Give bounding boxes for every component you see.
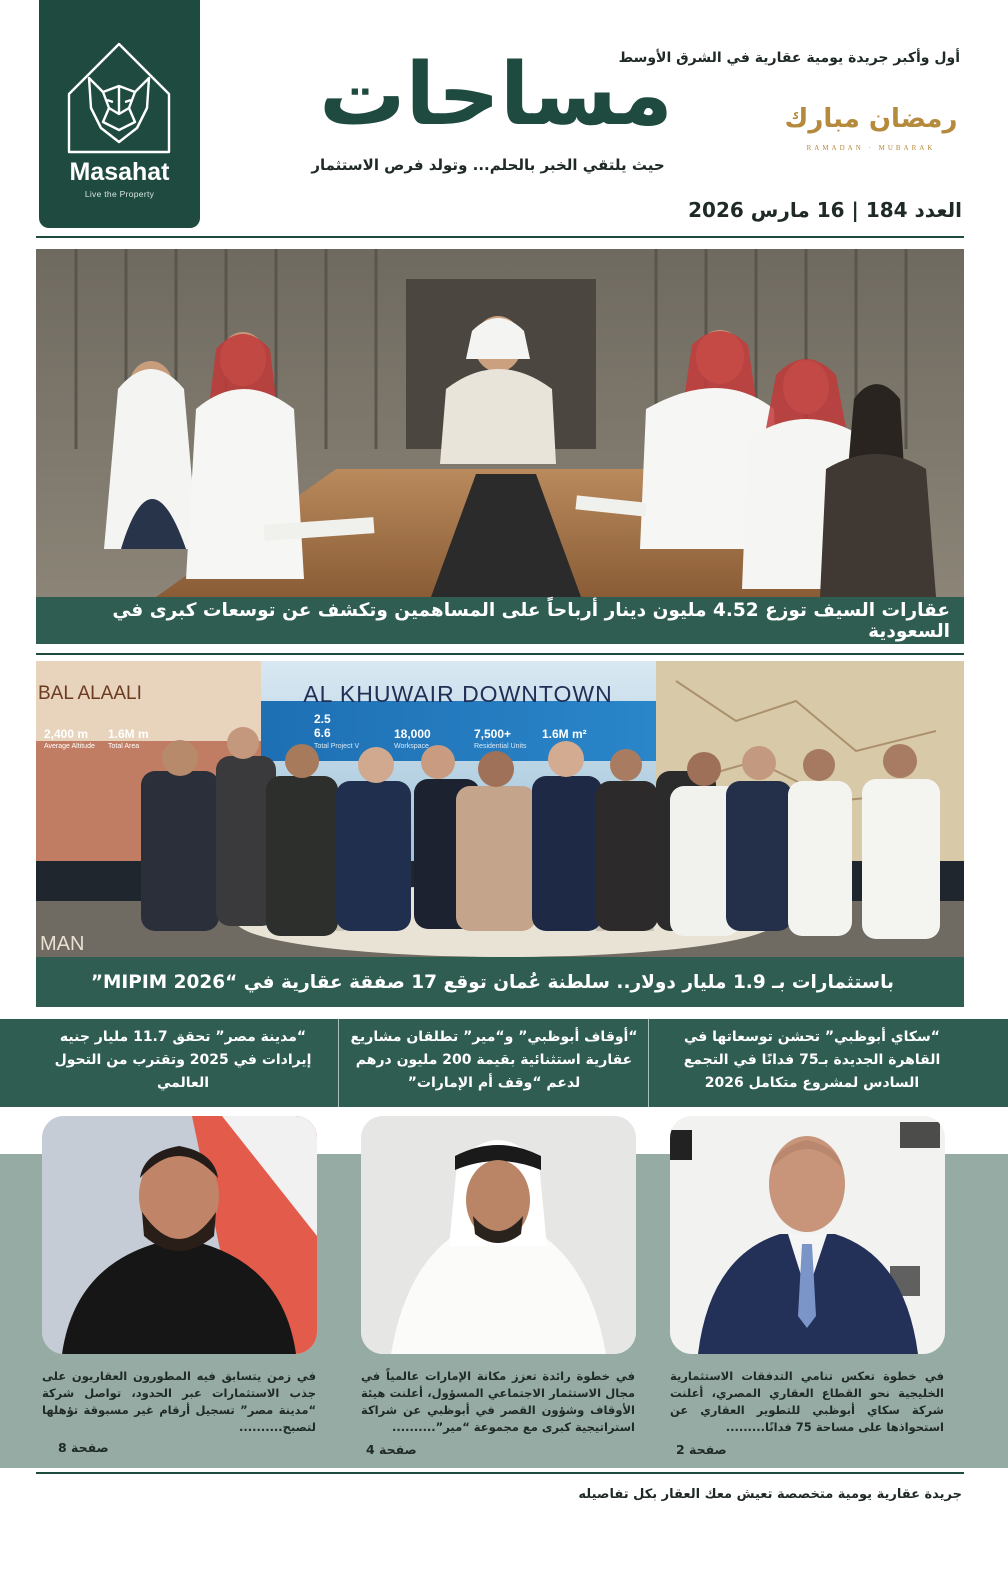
stat-label: Workspace: [394, 743, 429, 750]
page-link-4[interactable]: صفحة 4: [366, 1442, 417, 1457]
second-headline[interactable]: باستثمارات بـ 1.9 مليار دولار.. سلطنة عُمان توقع 17 صفقة عقارية في “MIPIM 2026”: [36, 957, 964, 1007]
masthead-subtitle: حيث يلتقي الخبر بالحلم... وتولد فرص الاستثمار: [311, 156, 665, 174]
blurb-madinet-masr: في زمن يتسابق فيه المطورون العقاريون على جذب الاستثمارات عبر الحدود، تواصل شركة “مدينة مصر” تسجيل أرقام غير مسبوقة تؤهلها لتصبح..........: [42, 1369, 316, 1434]
page-link-8[interactable]: صفحة 8: [58, 1440, 109, 1455]
column-title-awqaf-abu-dhabi[interactable]: “أوقاف أبوظبي” و“مير” تطلقان مشاريع عقارية استثنائية بقيمة 200 مليون درهم لدعم “وقف أم الإمارات”: [350, 1029, 638, 1091]
header-divider: [36, 236, 964, 238]
second-photo-mipim-delegation[interactable]: [36, 661, 964, 957]
corner-screen-text: MAN: [40, 933, 85, 955]
stat-label: Total Area: [108, 743, 140, 750]
brand-wordmark: Masahat: [69, 158, 170, 186]
screen-left-text: BAL ALAALI: [38, 683, 142, 704]
stat-label: Residential Units: [474, 743, 527, 750]
footer-divider: [36, 1472, 964, 1474]
stat-label: Average Altitude: [44, 743, 95, 750]
portrait-sky-abu-dhabi[interactable]: [670, 1116, 945, 1354]
blurb-sky-abu-dhabi: في خطوة تعكس تنامي التدفقات الاستثمارية الخليجية نحو القطاع العقاري المصري، أعلنت شركة سكاي أبوظبي للتطوير العقاري عن استحواذها على مساحة 75 فدانًا.........: [670, 1369, 944, 1434]
portrait-awqaf-abu-dhabi[interactable]: [361, 1116, 636, 1354]
footer-slogan: جريدة عقارية يومية متخصصة تعيش معك العقار بكل تفاصيله: [578, 1487, 962, 1502]
stat-value: 7,500+: [474, 727, 512, 741]
top-tagline: أول وأكبر جريدة يومية عقارية في الشرق الأوسط: [618, 50, 960, 66]
ramadan-mubarak-badge: [776, 100, 966, 160]
stat-value: 6.6: [314, 726, 331, 740]
stat-value: 1.6M m: [108, 727, 149, 741]
lead-headline[interactable]: عقارات السيف توزع 4.52 مليون دينار أرباحاً على المساهمين وتكشف عن توسعات كبرى في السعودية: [36, 597, 964, 644]
ramadan-arabic-text: رمضان مبارك: [784, 104, 958, 134]
column-separator: [648, 1019, 649, 1107]
screen-title-text: AL KHUWAIR DOWNTOWN: [303, 681, 613, 707]
issue-number-date: العدد 184 | 16 مارس 2026: [688, 198, 962, 222]
stat-value: 18,000: [394, 727, 431, 741]
stat-value: 1.6M m²: [542, 727, 587, 741]
blurb-awqaf-abu-dhabi: في خطوة رائدة تعزز مكانة الإمارات عالمياً في مجال الاستثمار الاجتماعي المسؤول، أعلنت هيئة الأوقاف وشؤون القصر في أبوظبي عن شراكة استراتيجية كبرى مع مجموعة “مير”..........: [361, 1369, 635, 1434]
masthead-title[interactable]: مساحات: [319, 45, 673, 145]
section-divider: [36, 653, 964, 655]
column-title-sky-abu-dhabi[interactable]: “سكاي أبوظبي” تحشن توسعاتها في القاهرة الجديدة بـ75 فدانًا في التجمع السادس لمشروع متكامل 2026: [683, 1029, 941, 1091]
column-separator: [338, 1019, 339, 1107]
brand-logo-panel[interactable]: [39, 0, 200, 228]
column-title-madinet-masr[interactable]: “مدينة مصر” تحقق 11.7 مليار جنيه إيرادات في 2025 وتقترب من التحول العالمي: [54, 1029, 312, 1091]
stat-value: 2,400 m: [44, 727, 89, 741]
portrait-madinet-masr[interactable]: [42, 1116, 317, 1354]
lion-house-logo-icon: [63, 38, 176, 156]
ramadan-english-text: RAMADAN · MUBARAK: [806, 144, 936, 152]
lead-photo-board-meeting[interactable]: [36, 249, 964, 597]
stat-label: Total Project V: [314, 743, 360, 750]
page-link-2[interactable]: صفحة 2: [676, 1442, 727, 1457]
stat-value: 2.5: [314, 712, 331, 726]
brand-tagline: Live the Property: [84, 189, 155, 199]
